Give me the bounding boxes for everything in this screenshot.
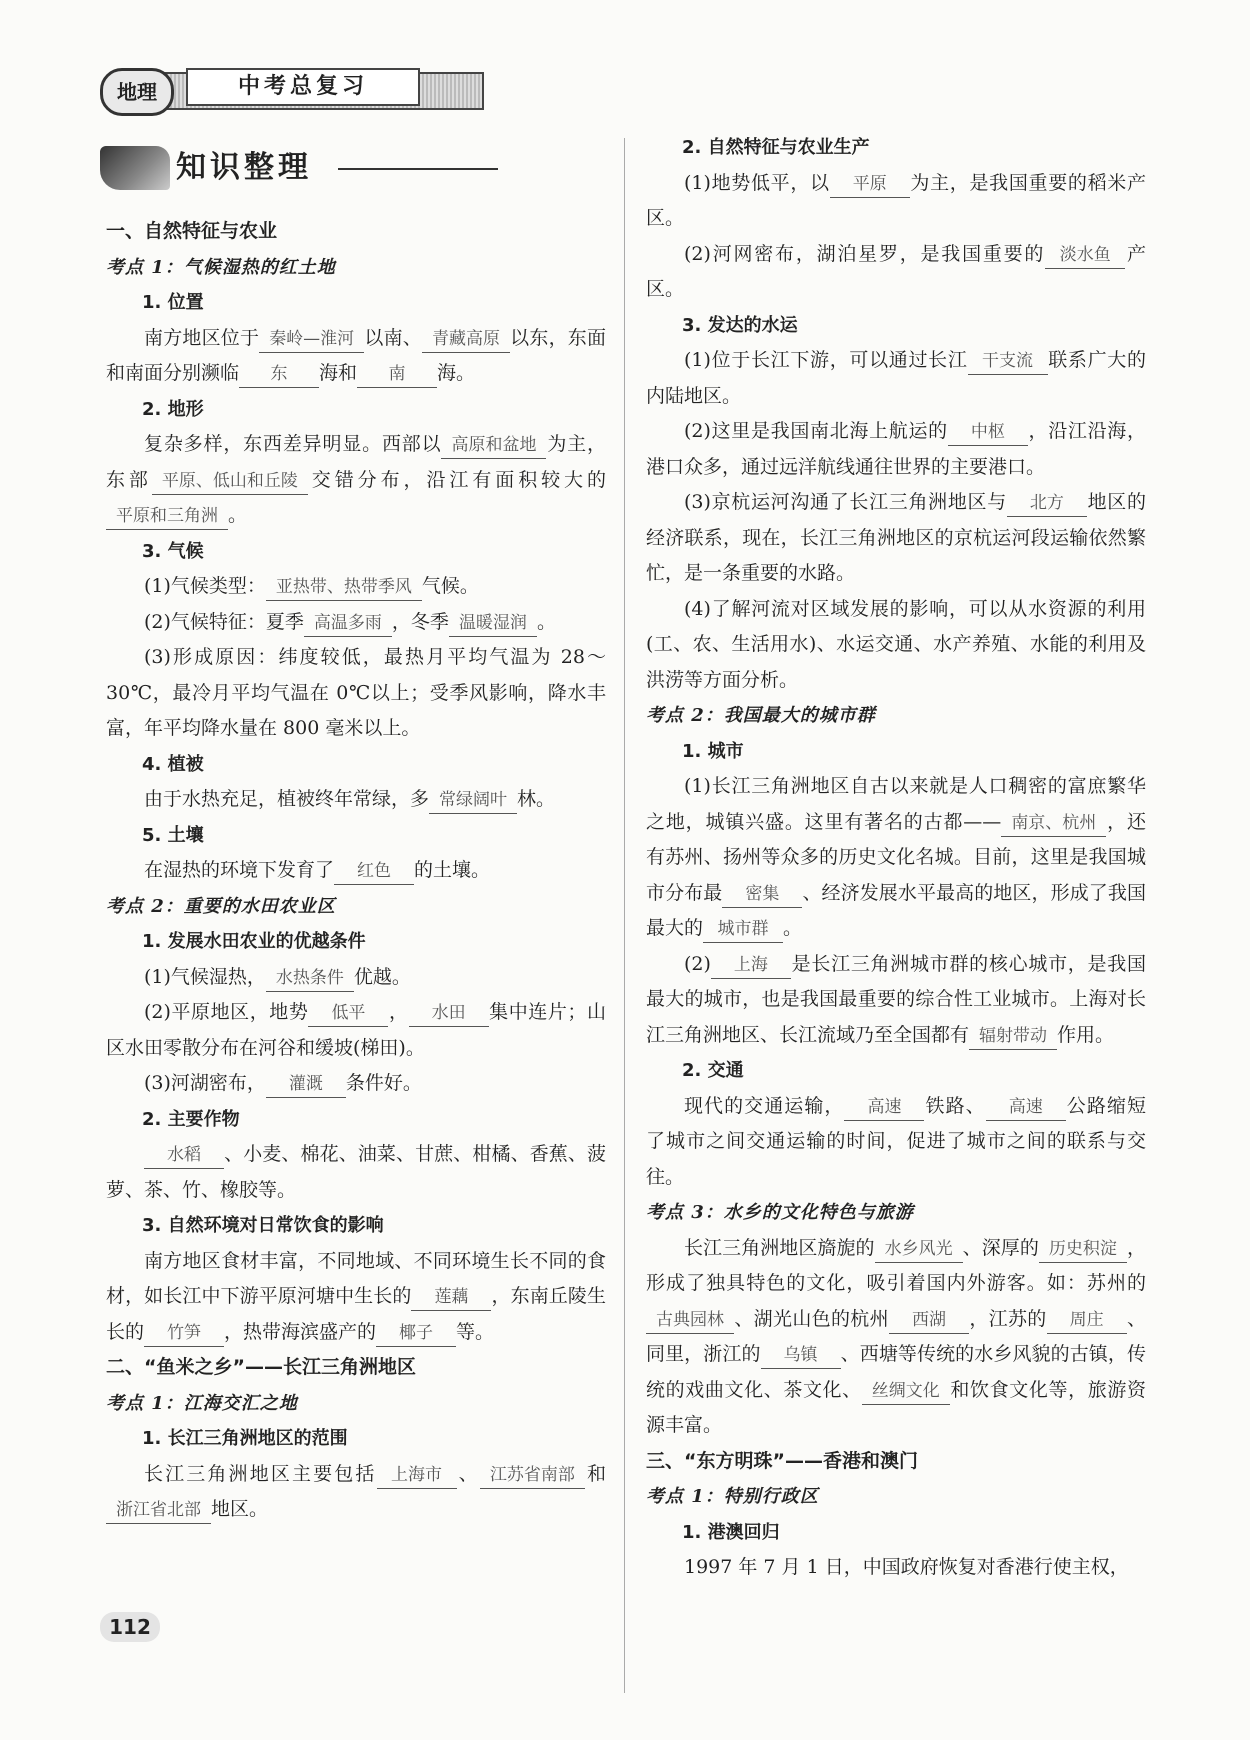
text-run: 地区。 [211,1498,269,1520]
subject-badge: 地理 [100,68,174,116]
paragraph [646,414,1146,485]
paragraph [646,166,1146,237]
subheading: 4. 植被 [142,753,204,775]
answer-blank: 竹笋 [144,1320,224,1347]
text-run: (1)地势低平，以 [684,171,830,194]
paragraph [646,343,1146,414]
text-run: ，冬季 [391,610,449,633]
text-run: (2)平原地区，地势 [144,1001,309,1023]
paragraph [646,769,1146,947]
subheading: 3. 气候 [142,540,204,562]
subheading: 3. 发达的水运 [682,314,798,336]
paragraph [106,995,606,1066]
text-run: ，形成了独具特色的文化，吸引着国内外游客。如：苏州的 [646,1236,1146,1294]
subheading: 1. 长江三角洲地区的范围 [142,1428,348,1449]
right-column [646,130,1146,1586]
subheading: 2. 主要作物 [142,1108,240,1130]
answer-blank: 淡水鱼 [1045,242,1125,269]
paragraph [106,1457,606,1528]
text-run: 海。 [437,362,476,384]
answer-blank: 西湖 [889,1307,969,1334]
answer-blank: 辐射带动 [969,1023,1057,1050]
text-run: 集中连片；山区水田零散分布在河谷和缓坡(梯田)。 [106,1001,606,1059]
subheading: 5. 土壤 [142,824,204,846]
text-run: ，东南丘陵生长的 [106,1285,606,1343]
paragraph [646,485,1146,592]
answer-blank: 丝绸文化 [862,1378,950,1405]
answer-blank: 椰子 [376,1320,456,1347]
answer-blank: 历史积淀 [1039,1236,1127,1263]
column-divider [624,138,625,1693]
text-run: (2) [684,952,711,975]
key-point-heading: 考点 1：特别行政区 [646,1486,819,1507]
text-run: (2)河网密布，湖泊星罗，是我国重要的 [684,242,1046,265]
answer-blank: 水乡风光 [875,1236,963,1263]
answer-blank: 古典园林 [646,1307,734,1334]
paragraph [106,605,606,641]
text-run: 等。 [456,1320,495,1343]
answer-blank: 江苏省南部 [480,1462,585,1489]
answer-blank: 密集 [722,881,802,908]
answer-blank: 温暖湿润 [449,610,537,637]
answer-blank: 水热条件 [266,965,354,992]
answer-blank: 上海市 [377,1462,457,1489]
text-run: (2)气候特征：夏季 [144,610,304,633]
paragraph [646,1550,1146,1586]
answer-blank: 东 [239,361,319,388]
section-heading: 一、自然特征与农业 [106,220,278,242]
answer-blank: 高速 [986,1094,1066,1121]
answer-blank: 浙江省北部 [106,1497,211,1524]
text-run: (1)长江三角洲地区自古以来就是人口稠密的富庶繁华之地，城镇兴盛。这里有著名的古都—— [646,775,1146,833]
answer-blank: 周庄 [1047,1307,1127,1334]
text-run: 优越。 [353,965,411,988]
paragraph [646,1089,1146,1196]
subheading: 2. 交通 [682,1060,744,1081]
paragraph [106,640,606,747]
answer-blank: 南 [357,361,437,388]
text-run: 复杂多样，东西差异明显。西部以 [144,433,442,455]
answer-blank: 水稻 [144,1142,224,1169]
text-run: (3)河湖密布， [144,1072,266,1094]
text-run: 、 [456,1462,480,1485]
paragraph [106,853,606,889]
text-run: 以东，东面和南面分别濒临 [106,326,606,384]
paragraph [106,782,606,818]
key-point-heading: 考点 3：水乡的文化特色与旅游 [646,1202,914,1223]
paragraph [646,947,1146,1054]
text-run: 。 [228,504,248,526]
answer-blank: 平原 [830,171,910,198]
text-run: ，热带海滨盛产的 [224,1320,377,1343]
text-run: (2)这里是我国南北海上航运的 [684,420,948,442]
text-run: 、经济发展水平最高的地区，形成了我国最大的 [646,881,1146,939]
text-run: 1997 年 7 月 1 日，中国政府恢复对香港行使主权， [684,1556,1129,1578]
text-run: 林。 [517,788,556,810]
answer-blank: 中枢 [948,419,1028,446]
answer-blank: 秦岭—淮河 [259,326,364,353]
paragraph [106,1244,606,1351]
text-run: (3)京杭运河沟通了长江三角洲地区与 [684,491,1007,513]
text-run: (1)气候湿热， [144,965,266,988]
text-run: 海和 [319,362,358,384]
answer-blank: 上海 [711,952,791,979]
text-run: 和饮食文化等，旅游资源丰富。 [646,1378,1146,1436]
text-run: 、湖光山色的杭州 [734,1307,889,1330]
paragraph [646,237,1146,308]
text-run: ，沿江沿海，港口众多，通过远洋航线通往世界的主要港口。 [646,420,1146,478]
text-run: ，还有苏州、扬州等众多的历史文化名城。目前，这里是我国城市分布最 [646,810,1146,904]
text-run: 铁路、 [924,1094,986,1117]
title-underline [338,168,498,170]
text-run: 的土壤。 [414,859,491,881]
answer-blank: 北方 [1007,490,1087,517]
answer-blank: 灌溉 [266,1071,346,1098]
text-run: 交错分布，沿江有面积较大的 [307,468,606,491]
text-run: 、深厚的 [962,1236,1039,1259]
page-header [100,68,480,113]
text-run: 地区的经济联系，现在，长江三角洲地区的京杭运河段运输依然繁忙，是一条重要的水路。 [646,491,1146,584]
subheading: 2. 地形 [142,398,204,420]
subheading: 3. 自然环境对日常饮食的影响 [142,1215,384,1236]
answer-blank: 亚热带、热带季风 [266,574,422,601]
section-title [100,142,400,192]
answer-blank: 城市群 [703,916,783,943]
section-title-text: 知识整理 [176,150,312,185]
answer-blank: 高温多雨 [304,610,392,637]
key-point-heading: 考点 1：江海交汇之地 [106,1392,298,1414]
text-run: 、小麦、棉花、油菜、甘蔗、柑橘、香蕉、菠萝、茶、竹、橡胶等。 [106,1143,606,1201]
text-run: 气候。 [421,575,479,597]
text-run: 、同里，浙江的 [646,1307,1146,1365]
paragraph [106,1066,606,1102]
text-run: ， [388,1001,409,1023]
paragraph [106,960,606,996]
paragraph [646,1231,1146,1444]
key-point-heading: 考点 2：重要的水田农业区 [106,895,336,917]
answer-blank: 红色 [334,858,414,885]
subheading: 2. 自然特征与农业生产 [682,137,870,158]
text-run: 产区。 [646,242,1146,300]
section-heading: 二、“鱼米之乡”——长江三角洲地区 [106,1356,416,1378]
subheading: 1. 发展水田农业的优越条件 [142,931,366,952]
text-run: 在湿热的环境下发育了 [144,859,335,881]
answer-blank: 南京、杭州 [1001,810,1106,837]
text-run: 为主，是我国重要的稻米产区。 [646,171,1146,229]
text-run: 现代的交通运输， [684,1094,845,1117]
page-number: 112 [100,1612,160,1642]
text-run: 。 [536,610,556,633]
text-run: 南方地区位于 [144,326,260,349]
answer-blank: 干支流 [968,348,1048,375]
answer-blank: 高速 [844,1094,924,1121]
answer-blank: 水田 [409,1000,489,1027]
key-point-heading: 考点 2：我国最大的城市群 [646,705,876,726]
text-run: 长江三角洲地区旖旎的 [684,1236,875,1259]
book-icon [100,146,170,190]
text-run: (3)形成原因：纬度较低，最热月平均气温为 28～30℃，最冷月平均气温在 0℃以上；受季风影响，降水丰富，年平均降水量在 800 毫米以上。 [106,646,606,739]
text-run: 为主，东部 [106,433,606,491]
paragraph [106,321,606,392]
answer-blank: 常绿阔叶 [429,787,517,814]
paragraph [106,1137,606,1208]
text-run: 是长江三角洲城市群的核心城市，是我国最大的城市，也是我国最重要的综合性工业城市。上海对长江三角洲地区、长江流域乃至全国都有 [646,952,1146,1046]
text-run: 作用。 [1057,1023,1115,1046]
header-title: 中考总复习 [186,68,420,106]
text-run: 联系广大的内陆地区。 [646,349,1146,407]
text-run: 公路缩短了城市之间交通运输的时间，促进了城市之间的联系与交往。 [646,1094,1146,1188]
text-run: 由于水热充足，植被终年常绿，多 [144,788,430,810]
text-run: 长江三角洲地区主要包括 [144,1462,377,1485]
subheading: 1. 港澳回归 [682,1521,780,1543]
answer-blank: 青藏高原 [422,326,510,353]
text-run: 以南、 [364,326,422,349]
key-point-heading: 考点 1：气候湿热的红土地 [106,256,336,278]
text-run: 、西塘等传统的水乡风貌的古镇，传统的戏曲文化、茶文化、 [646,1343,1146,1401]
text-run: ，江苏的 [968,1307,1047,1330]
paragraph [646,592,1146,699]
answer-blank: 乌镇 [761,1342,841,1369]
answer-blank: 低平 [308,1000,388,1027]
answer-blank: 平原和三角洲 [106,503,228,530]
left-column [106,214,606,1528]
text-run: 。 [783,917,803,939]
text-run: 南方地区食材丰富，不同地域、不同环境生长不同的食材，如长江中下游平原河塘中生长的 [106,1249,606,1307]
answer-blank: 平原、低山和丘陵 [152,468,308,495]
text-run: (1)位于长江下游，可以通过长江 [684,349,968,371]
answer-blank: 高原和盆地 [441,432,546,459]
subheading: 1. 位置 [142,292,204,313]
section-heading: 三、“东方明珠”——香港和澳门 [646,1449,918,1472]
paragraph [106,427,606,534]
text-run: (1)气候类型： [144,575,266,597]
text-run: (4)了解河流对区域发展的影响，可以从水资源的利用(工、农、生活用水)、水运交通、水产养殖、水能的利用及洪涝等方面分析。 [646,597,1146,691]
paragraph [106,569,606,605]
subheading: 1. 城市 [682,740,744,762]
text-run: 条件好。 [345,1072,422,1094]
answer-blank: 莲藕 [411,1284,491,1311]
text-run: 和 [584,1462,606,1485]
